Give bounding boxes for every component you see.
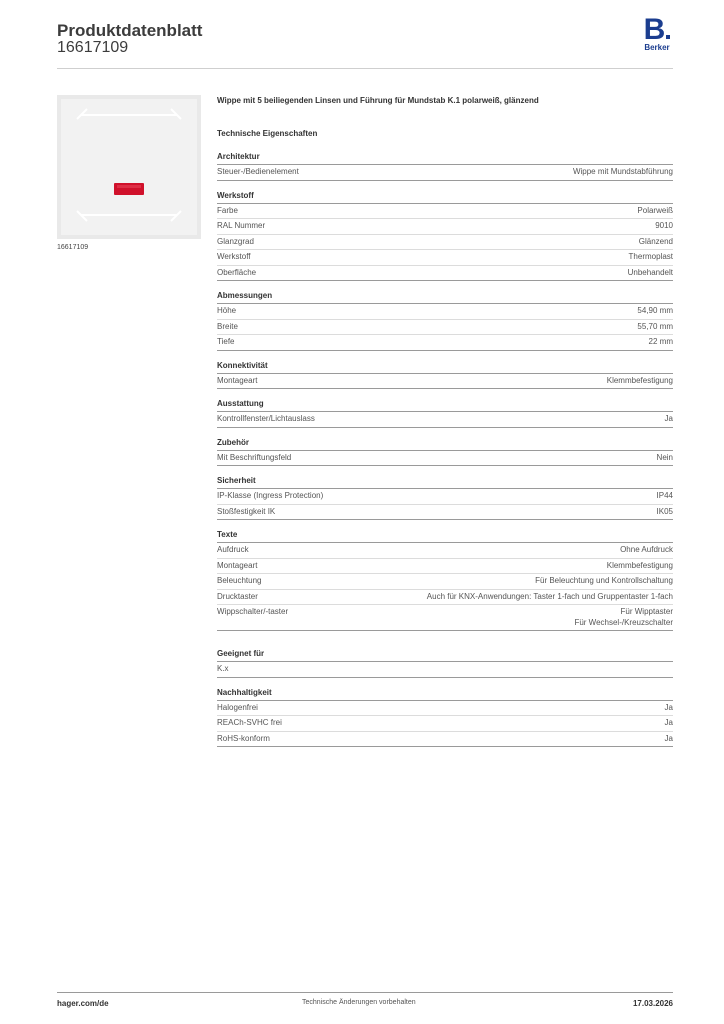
spec-value — [628, 268, 673, 279]
spec-section — [217, 476, 673, 520]
lens-window — [114, 183, 144, 195]
logo-text: Berker — [644, 43, 670, 52]
spec-value-line: Nein — [656, 452, 673, 462]
spec-label: Stoßfestigkeit IK — [217, 506, 276, 516]
spec-row — [217, 165, 673, 181]
spec-value — [637, 306, 673, 317]
spec-label: Mit Beschriftungsfeld — [217, 452, 292, 462]
spec-label: Glanzgrad — [217, 236, 254, 246]
page-title: Produktdatenblatt — [57, 21, 203, 40]
spec-value-line: 54,90 mm — [637, 306, 673, 315]
section-title: Geeignet für — [217, 649, 673, 662]
spec-value-line: Für Beleuchtung und Kontrollschaltung — [535, 576, 673, 585]
spec-row — [217, 662, 673, 678]
spec-value-line: 22 mm — [648, 337, 673, 346]
spec-value — [574, 607, 673, 628]
spec-value — [637, 206, 673, 217]
spec-value-line: IP44 — [656, 491, 673, 500]
spec-label: REACh-SVHC frei — [217, 718, 282, 727]
spec-value-line: Ja — [664, 702, 673, 712]
product-rocker-icon — [57, 95, 201, 239]
spec-label: Steuer-/Bedienelement — [217, 167, 299, 176]
spec-value-line: 9010 — [655, 221, 673, 230]
spec-value-line: Klemmbefestigung — [606, 375, 673, 385]
spec-value — [649, 337, 673, 348]
spec-row — [217, 732, 673, 748]
spec-row — [217, 605, 673, 631]
spec-row — [217, 559, 673, 575]
spec-value — [607, 376, 673, 387]
spec-value — [655, 221, 673, 232]
spec-label: RoHS-konform — [217, 733, 270, 743]
spec-row — [217, 266, 673, 282]
section-title: Ausstattung — [217, 399, 673, 412]
product-description: Wippe mit 5 beiliegenden Linsen und Führung für Mundstab K.1 polarweiß, glänzend — [217, 96, 539, 105]
spec-row — [217, 204, 673, 220]
spec-row — [217, 451, 673, 467]
spec-label: Montageart — [217, 560, 258, 570]
spec-row — [217, 543, 673, 559]
spec-label: RAL Nummer — [217, 221, 266, 230]
section-title: Werkstoff — [217, 191, 673, 204]
spec-label: Höhe — [217, 306, 237, 315]
section-title: Konnektivität — [217, 361, 673, 374]
spec-value — [665, 414, 673, 425]
spec-label: Breite — [217, 321, 238, 331]
section-title: Nachhaltigkeit — [217, 688, 673, 701]
spec-label: Oberfläche — [217, 267, 257, 277]
technical-heading: Technische Eigenschaften — [217, 129, 318, 138]
spec-value — [657, 453, 673, 464]
spec-label: Drucktaster — [217, 591, 258, 601]
spec-row — [217, 701, 673, 717]
spec-section — [217, 399, 673, 428]
spec-row — [217, 505, 673, 521]
spec-section — [217, 438, 673, 467]
spec-label: K.x — [217, 664, 229, 673]
spec-label: Halogenfrei — [217, 702, 258, 712]
spec-value-line: Wippe mit Mundstabführung — [572, 167, 673, 176]
spec-row — [217, 250, 673, 266]
spec-value — [657, 491, 673, 502]
spec-row — [217, 219, 673, 235]
section-title: Zubehör — [217, 438, 673, 451]
logo-letter: B — [640, 17, 674, 43]
spec-row — [217, 320, 673, 336]
spec-value-line: Auch für KNX-Anwendungen: Taster 1-fach und Gruppentaster 1-fach — [426, 591, 673, 601]
spec-value — [620, 545, 673, 556]
spec-sections — [217, 152, 673, 747]
spec-row — [217, 590, 673, 606]
spec-value-line: Für Wipptaster — [620, 607, 673, 616]
spec-row — [217, 489, 673, 505]
spec-value-line: Polarweiß — [637, 205, 673, 215]
spec-value-line: Für Wechsel-/Kreuzschalter — [574, 617, 673, 627]
section-title: Abmessungen — [217, 291, 673, 304]
spec-value — [637, 322, 673, 333]
footer-notice: Technische Änderungen vorbehalten — [302, 999, 416, 1006]
spec-section — [217, 530, 673, 631]
content — [217, 95, 673, 757]
spec-section — [217, 291, 673, 351]
spec-value-line: Ja — [664, 414, 673, 423]
spec-value — [665, 734, 673, 745]
spec-section — [217, 688, 673, 748]
spec-value — [665, 703, 673, 714]
spec-label: Montageart — [217, 375, 258, 385]
spec-label: Kontrollfenster/Lichtauslass — [217, 414, 315, 423]
spec-value — [535, 576, 673, 587]
spec-section — [217, 152, 673, 181]
spec-value — [573, 167, 673, 178]
spec-value-line: Glänzend — [638, 236, 673, 246]
spec-section — [217, 649, 673, 678]
footer-date: 17.03.2026 — [632, 999, 673, 1008]
header-divider — [57, 68, 673, 69]
spec-value-line: Unbehandelt — [627, 267, 673, 277]
section-title: Sicherheit — [217, 476, 673, 489]
spec-row — [217, 574, 673, 590]
spec-label: Werkstoff — [217, 252, 251, 261]
spec-row — [217, 335, 673, 351]
spec-label: Aufdruck — [217, 545, 249, 554]
spec-label: IP-Klasse (Ingress Protection) — [217, 491, 324, 500]
spec-section — [217, 361, 673, 390]
spec-value — [639, 237, 673, 248]
spec-value — [629, 252, 673, 263]
footer-divider — [57, 992, 673, 993]
spec-value-line: Ohne Aufdruck — [620, 545, 673, 554]
spec-row — [217, 716, 673, 732]
spec-label: Beleuchtung — [217, 576, 262, 585]
spec-value — [657, 507, 673, 518]
spec-value-line: Thermoplast — [628, 252, 673, 261]
spec-label: Tiefe — [217, 337, 235, 346]
spec-row — [217, 304, 673, 320]
spec-value-line: 55,70 mm — [637, 321, 673, 331]
spec-value-line: Ja — [664, 733, 673, 743]
spec-value-line: Klemmbefestigung — [606, 560, 673, 570]
spec-row — [217, 412, 673, 428]
spec-value — [665, 718, 673, 729]
spec-row — [217, 374, 673, 390]
spec-value — [427, 592, 673, 603]
spec-row — [217, 235, 673, 251]
product-image — [57, 95, 201, 239]
section-title: Architektur — [217, 152, 673, 165]
spec-value — [607, 561, 673, 572]
berker-logo — [640, 13, 674, 52]
spec-value-line: IK05 — [656, 506, 673, 516]
article-number: 16617109 — [57, 39, 129, 56]
spec-label: Farbe — [217, 205, 238, 215]
image-caption: 16617109 — [57, 244, 89, 251]
spec-section — [217, 191, 673, 282]
spec-value-line: Ja — [664, 718, 673, 727]
section-title: Texte — [217, 530, 673, 543]
spec-label: Wippschalter/-taster — [217, 607, 289, 616]
footer-website: hager.com/de — [57, 999, 109, 1008]
